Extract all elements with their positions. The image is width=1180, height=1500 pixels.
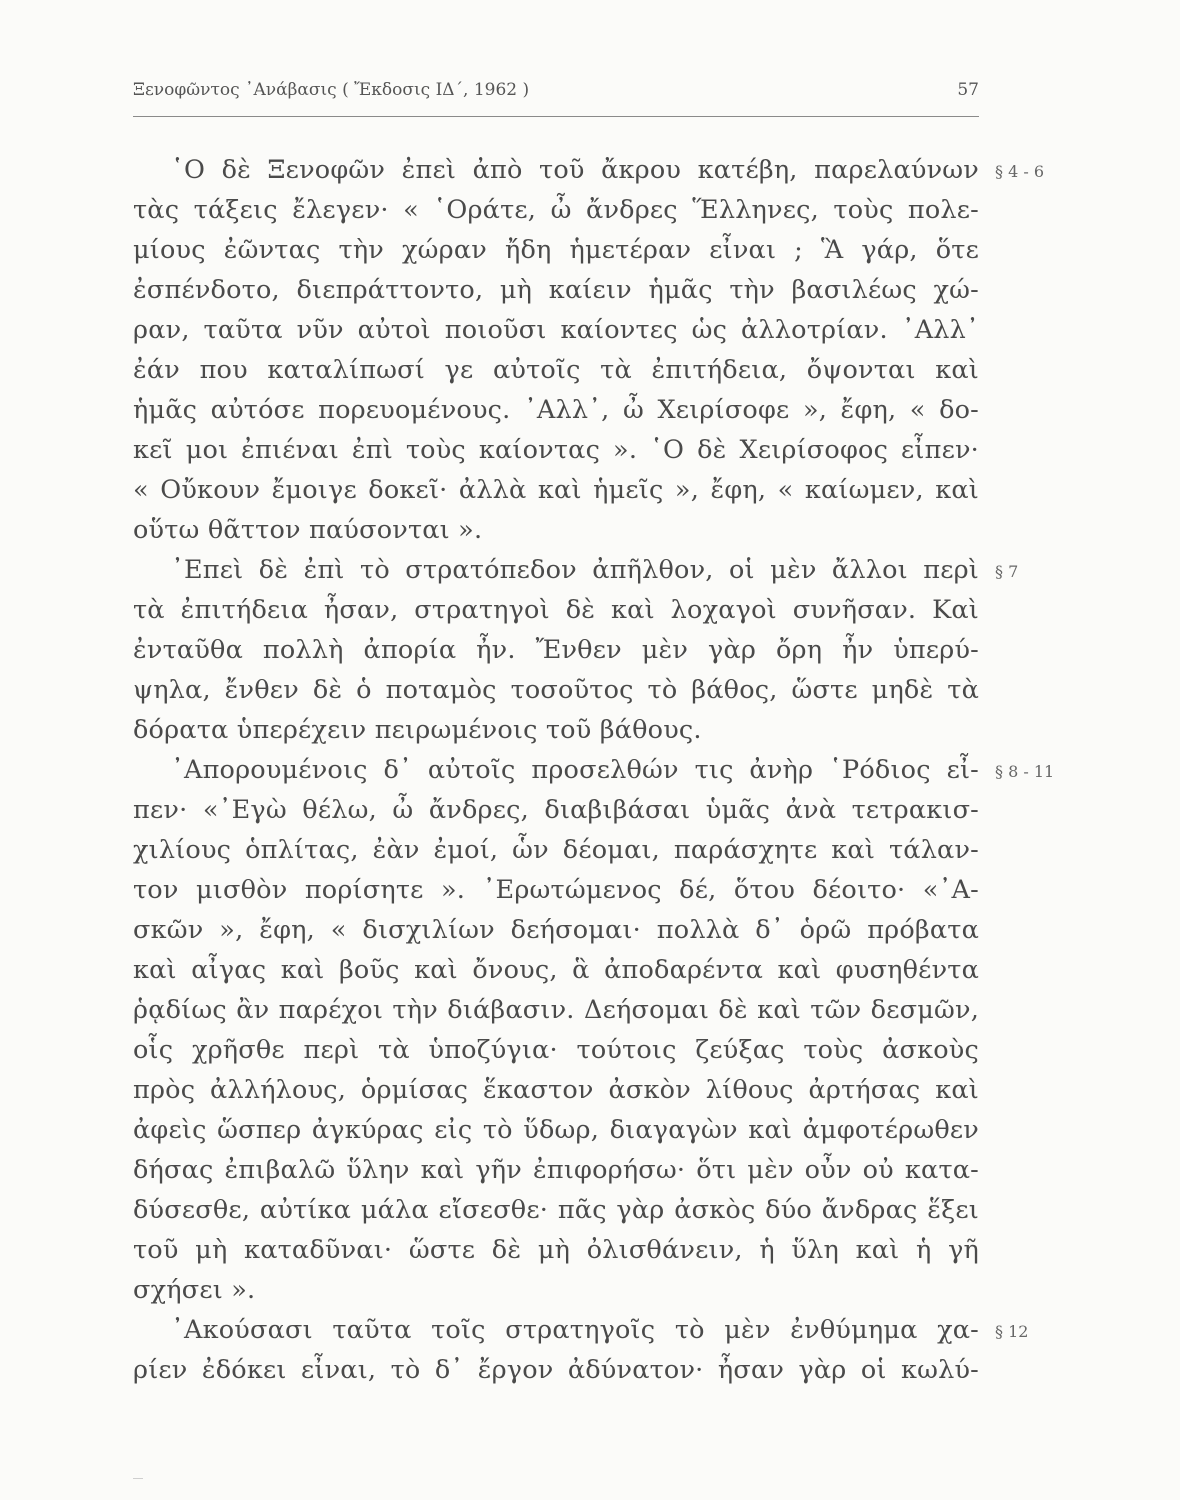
- text-line: καὶ αἶγας καὶ βοῦς καὶ ὄνους, ἃ ἀποδαρέντα καὶ φυσηθέντα: [133, 955, 979, 985]
- paragraph: [133, 1310, 979, 1390]
- text-line: ραν, ταῦτα νῦν αὐτοὶ ποιοῦσι καίοντες ὡς ἀλλοτρίαν. ᾿Αλλ᾿: [133, 315, 979, 345]
- text-line: ἐνταῦθα πολλὴ ἀπορία ἦν. Ἔνθεν μὲν γὰρ ὄρη ἦν ὑπερύ-: [133, 635, 979, 665]
- text-line: δύσεσθε, αὐτίκα μάλα εἴσεσθε· πᾶς γὰρ ἀσκὸς δύο ἄνδρας ἕξει: [133, 1195, 979, 1225]
- text-line: ἡμᾶς αὐτόσε πορευομένους. ᾿Αλλ᾿, ὦ Χειρίσοφε », ἔφη, « δο-: [133, 395, 979, 425]
- text-line: ῥᾳδίως ἂν παρέχοι τὴν διάβασιν. Δεήσομαι δὲ καὶ τῶν δεσμῶν,: [133, 995, 979, 1025]
- text-line: ψηλα, ἔνθεν δὲ ὁ ποταμὸς τοσοῦτος τὸ βάθος, ὥστε μηδὲ τὰ: [133, 675, 979, 705]
- scan-edge-mark: [133, 1478, 143, 1479]
- text-line: πεν· «᾿Εγὼ θέλω, ὦ ἄνδρες, διαβιβάσαι ὑμᾶς ἀνὰ τετρακισ-: [133, 795, 979, 825]
- text-line: ἀφεὶς ὥσπερ ἀγκύρας εἰς τὸ ὕδωρ, διαγαγὼν καὶ ἀμφοτέρωθεν: [133, 1115, 979, 1145]
- section-marker-7: § 7: [995, 562, 1019, 581]
- paragraph: [133, 750, 979, 1310]
- text-line: τὰς τάξεις ἔλεγεν· « ῾Οράτε, ὦ ἄνδρες Ἕλληνες, τοὺς πολε-: [133, 195, 979, 225]
- text-line: ᾿Απορουμένοις δ᾿ αὐτοῖς προσελθών τις ἀνὴρ ῾Ρόδιος εἶ-: [171, 755, 979, 785]
- text-line: σκῶν », ἔφη, « δισχιλίων δεήσομαι· πολλὰ δ᾿ ὁρῶ πρόβατα: [133, 915, 979, 945]
- text-line: σχήσει ».: [133, 1275, 256, 1305]
- text-line: χιλίους ὁπλίτας, ἐὰν ἐμοί, ὧν δέομαι, παράσχητε καὶ τάλαν-: [133, 835, 979, 865]
- text-line: δήσας ἐπιβαλῶ ὕλην καὶ γῆν ἐπιφορήσω· ὅτι μὲν οὖν οὐ κατα-: [133, 1155, 979, 1185]
- text-line: πρὸς ἀλλήλους, ὁρμίσας ἕκαστον ἀσκὸν λίθους ἀρτήσας καὶ: [133, 1075, 979, 1105]
- text-line: ᾿Ακούσασι ταῦτα τοῖς στρατηγοῖς τὸ μὲν ἐνθύμημα χα-: [171, 1315, 979, 1345]
- page-number: 57: [957, 80, 979, 100]
- paragraph: [133, 550, 979, 750]
- page-body: [133, 150, 979, 1390]
- text-line: ἐσπένδοτο, διεπράττοντο, μὴ καίειν ἡμᾶς τὴν βασιλέως χώ-: [133, 275, 979, 305]
- text-line: ῾Ο δὲ Ξενοφῶν ἐπεὶ ἀπὸ τοῦ ἄκρου κατέβη, παρελαύνων: [171, 155, 979, 185]
- running-header: [133, 80, 979, 110]
- header-title: Ξενοφῶντος ᾿Ανάβασις ( Ἔκδοσις ΙΔ΄, 1962 ): [133, 80, 530, 100]
- text-line: δόρατα ὑπερέχειν πειρωμένοις τοῦ βάθους.: [133, 715, 702, 745]
- section-marker-8-11: § 8 - 11: [995, 762, 1055, 781]
- text-line: τὰ ἐπιτήδεια ἦσαν, στρατηγοὶ δὲ καὶ λοχαγοὶ συνῆσαν. Καὶ: [133, 595, 979, 625]
- text-line: ρίεν ἐδόκει εἶναι, τὸ δ᾿ ἔργον ἀδύνατον· ἦσαν γὰρ οἱ κωλύ-: [133, 1355, 979, 1385]
- text-line: τον μισθὸν πορίσητε ». ᾿Ερωτώμενος δέ, ὅτου δέοιτο· «᾿Α-: [133, 875, 979, 905]
- text-line: τοῦ μὴ καταδῦναι· ὥστε δὲ μὴ ὀλισθάνειν, ἡ ὕλη καὶ ἡ γῆ: [133, 1235, 979, 1265]
- text-line: ἐάν που καταλίπωσί γε αὐτοῖς τὰ ἐπιτήδεια, ὄψονται καὶ: [133, 355, 979, 385]
- text-line: κεῖ μοι ἐπιέναι ἐπὶ τοὺς καίοντας ». ῾Ο δὲ Χειρίσοφος εἶπεν·: [133, 435, 979, 465]
- text-line: μίους ἐῶντας τὴν χώραν ἤδη ἡμετέραν εἶναι ; Ἃ γάρ, ὅτε: [133, 235, 979, 265]
- paragraph: [133, 150, 979, 550]
- section-marker-4-6: § 4 - 6: [995, 162, 1045, 181]
- text-line: « Οὔκουν ἔμοιγε δοκεῖ· ἀλλὰ καὶ ἡμεῖς », ἔφη, « καίωμεν, καὶ: [133, 475, 979, 505]
- section-marker-12: § 12: [995, 1322, 1029, 1341]
- text-line: οἷς χρῆσθε περὶ τὰ ὑποζύγια· τούτοις ζεύξας τοὺς ἀσκοὺς: [133, 1035, 979, 1065]
- text-line: οὕτω θᾶττον παύσονται ».: [133, 515, 483, 545]
- header-rule: [133, 116, 979, 117]
- text-line: ᾿Επεὶ δὲ ἐπὶ τὸ στρατόπεδον ἀπῆλθον, οἱ μὲν ἄλλοι περὶ: [171, 555, 979, 585]
